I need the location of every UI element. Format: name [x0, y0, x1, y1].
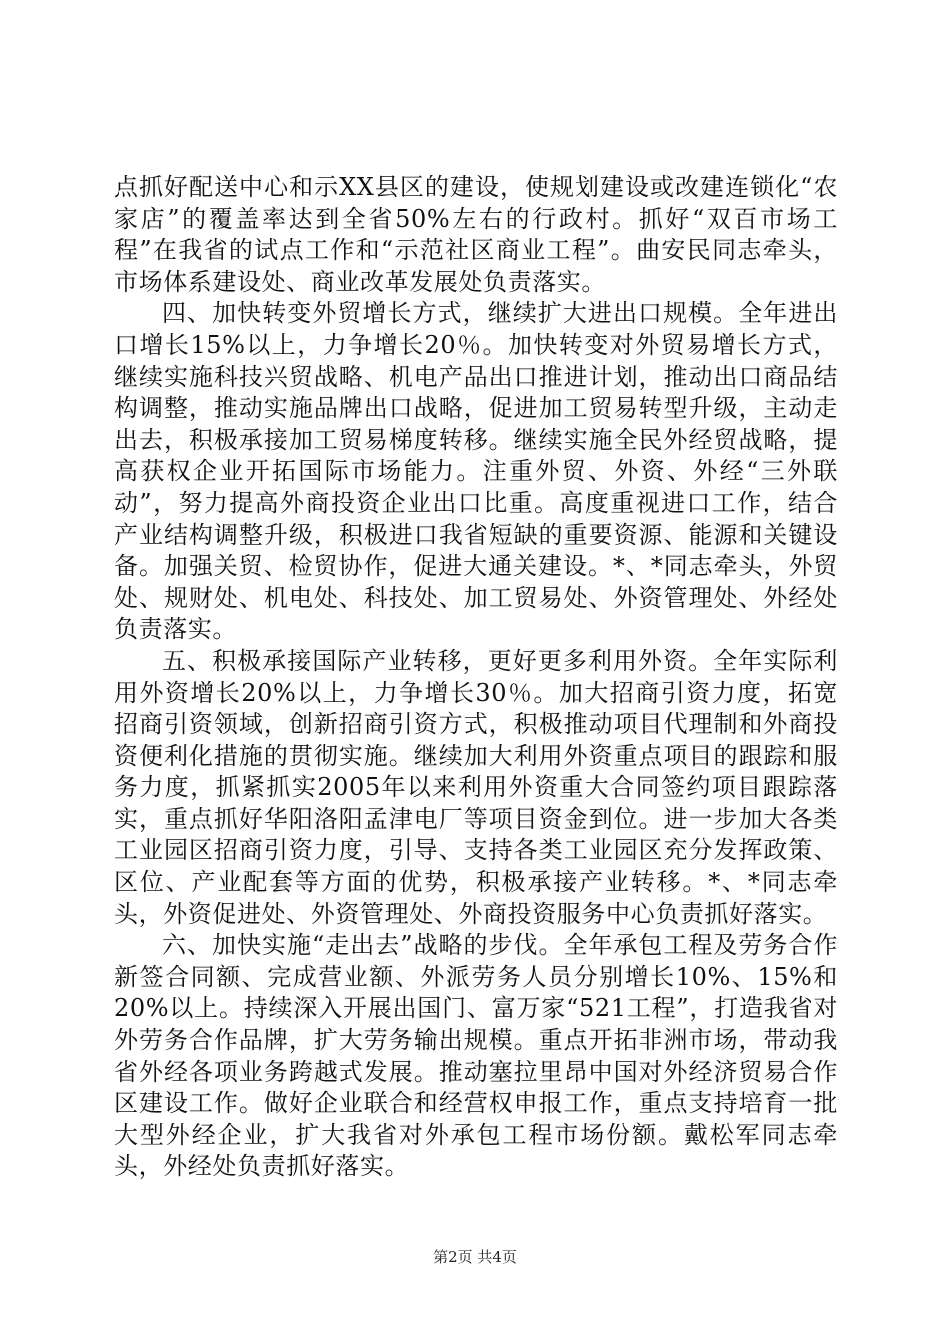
page-number-footer: 第2页 共4页: [433, 1248, 517, 1266]
document-body: [114, 172, 838, 1183]
paragraph-section-four: 四、加快转变外贸增长方式，继续扩大进出口规模。全年进出口增长15%以上，力争增长20％。加快转变对外贸易增长方式，继续实施科技兴贸战略、机电产品出口推进计划，推动出口商品结构调整，推动实施品牌出口战略，促进加工贸易转型升级，主动走出去，积极承接加工贸易梯度转移。继续实施全民外经贸战略，提高获权企业开拓国际市场能力。注重外贸、外资、外经“三外联动”，努力提高外商投资企业出口比重。高度重视进口工作，结合产业结构调整升级，积极进口我省短缺的重要资源、能源和关键设备。加强关贸、检贸协作，促进大通关建设。*、*同志牵头，外贸处、规财处、机电处、科技处、加工贸易处、外资管理处、外经处负责落实。: [114, 299, 838, 644]
paragraph-section-five: 五、积极承接国际产业转移，更好更多利用外资。全年实际利用外资增长20%以上，力争增长30％。加大招商引资力度，拓宽招商引资领域，创新招商引资方式，积极推动项目代理制和外商投资便利化措施的贯彻实施。继续加大利用外资重点项目的跟踪和服务力度，抓紧抓实2005年以来利用外资重大合同签约项目跟踪落实，重点抓好华阳洛阳孟津电厂等项目资金到位。进一步加大各类工业园区招商引资力度，引导、支持各类工业园区充分发挥政策、区位、产业配套等方面的优势，积极承接产业转移。*、*同志牵头，外资促进处、外资管理处、外商投资服务中心负责抓好落实。: [114, 646, 838, 928]
paragraph-continuation: 点抓好配送中心和示XX县区的建设，使规划建设或改建连锁化“农家店”的覆盖率达到全省50%左右的行政村。抓好“双百市场工程”在我省的试点工作和“示范社区商业工程”。曲安民同志牵头，市场体系建设处、商业改革发展处负责落实。: [114, 173, 838, 296]
paragraph-section-six: 六、加快实施“走出去”战略的步伐。全年承包工程及劳务合作新签合同额、完成营业额、外派劳务人员分别增长10%、15%和20%以上。持续深入开展出国门、富万家“521工程”，打造我省对外劳务合作品牌，扩大劳务输出规模。重点开拓非洲市场，带动我省外经各项业务跨越式发展。推动塞拉里昂中国对外经济贸易合作区建设工作。做好企业联合和经营权申报工作，重点支持培育一批大型外经企业，扩大我省对外承包工程市场份额。戴松军同志牵头，外经处负责抓好落实。: [114, 931, 838, 1181]
